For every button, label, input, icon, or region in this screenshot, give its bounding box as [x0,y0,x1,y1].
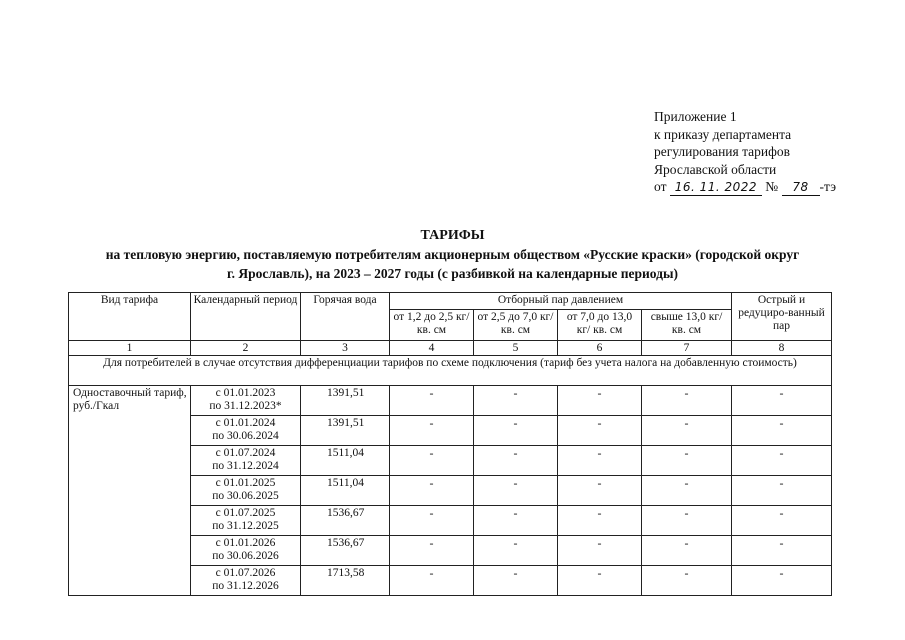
empty-value: - [390,506,474,536]
empty-value: - [474,476,558,506]
header-steam-group: Отборный пар давлением [390,293,732,310]
column-number: 3 [301,341,390,356]
period-to: по 31.12.2024 [212,460,279,472]
title-main: ТАРИФЫ [420,228,485,243]
empty-value: - [558,386,642,416]
empty-value: - [558,536,642,566]
period-from: с 01.07.2025 [215,507,276,519]
appendix-line: регулирования тарифов [654,144,791,159]
header-row [69,293,832,310]
empty-value: - [642,566,732,596]
period-from: с 01.01.2025 [215,477,276,489]
empty-value: - [642,416,732,446]
order-date: 16. 11. 2022 [670,180,762,196]
period-cell [191,416,301,446]
header-steam-col: от 2,5 до 7,0 кг/ кв. см [474,310,558,341]
header-sharp-steam: Острый и редуциро-ванный пар [732,293,832,341]
order-number: 78 [782,180,820,196]
empty-value: - [390,386,474,416]
tariff-table [68,292,832,596]
empty-value: - [558,416,642,446]
hot-water-value: 1511,04 [301,446,390,476]
hot-water-value: 1536,67 [301,506,390,536]
empty-value: - [732,416,832,446]
empty-value: - [474,386,558,416]
number-sign: № [765,179,779,194]
period-cell [191,386,301,416]
appendix-line: Приложение 1 [654,109,737,124]
period-to: по 30.06.2024 [212,430,279,442]
empty-value: - [642,476,732,506]
empty-value: - [732,476,832,506]
column-number: 6 [558,341,642,356]
title-line-1: на тепловую энергию, поставляемую потребителям акционерным обществом «Русские краски» (городской округ [105,247,800,262]
column-number: 5 [474,341,558,356]
empty-value: - [732,536,832,566]
table-row [69,386,832,416]
header-steam-col: от 7,0 до 13,0 кг/ кв. см [558,310,642,341]
consumer-note: Для потребителей в случае отсутствия дифференциации тарифов по схеме подключения (тариф без учета налога на добавленную стоимость) [69,356,832,386]
empty-value: - [558,446,642,476]
empty-value: - [474,416,558,446]
empty-value: - [732,446,832,476]
column-number-row [69,341,832,356]
header-steam-col: от 1,2 до 2,5 кг/ кв. см [390,310,474,341]
column-number: 7 [642,341,732,356]
document-title [40,227,865,282]
header-steam-col: свыше 13,0 кг/ кв. см [642,310,732,341]
period-to: по 31.12.2023* [209,400,282,412]
empty-value: - [474,506,558,536]
empty-value: - [732,386,832,416]
empty-value: - [732,566,832,596]
header-hot-water: Горячая вода [301,293,390,341]
period-cell [191,476,301,506]
empty-value: - [732,506,832,536]
hot-water-value: 1713,58 [301,566,390,596]
column-number: 2 [191,341,301,356]
empty-value: - [390,416,474,446]
appendix-line: Ярославской области [654,161,777,177]
date-prefix: от [654,179,667,194]
empty-value: - [474,566,558,596]
period-cell [191,446,301,476]
empty-value: - [642,386,732,416]
empty-value: - [390,476,474,506]
column-number: 1 [69,341,191,356]
period-to: по 30.06.2026 [212,550,279,562]
empty-value: - [642,536,732,566]
header-tariff-type: Вид тарифа [69,293,191,341]
period-to: по 31.12.2026 [212,580,279,592]
empty-value: - [474,536,558,566]
empty-value: - [558,476,642,506]
period-cell [191,506,301,536]
hot-water-value: 1511,04 [301,476,390,506]
empty-value: - [642,446,732,476]
period-cell [191,566,301,596]
header-period: Календарный период [191,293,301,341]
appendix-line: к приказу департамента [654,126,792,142]
period-to: по 31.12.2025 [212,520,279,532]
note-row [69,356,832,386]
hot-water-value: 1391,51 [301,386,390,416]
column-number: 4 [390,341,474,356]
empty-value: - [390,446,474,476]
period-cell [191,536,301,566]
title-line-2: г. Ярославль), на 2023 – 2027 годы (с разбивкой на календарные периоды) [226,265,679,281]
column-number: 8 [732,341,832,356]
empty-value: - [390,566,474,596]
period-from: с 01.01.2024 [215,417,276,429]
tariff-label: Одноставочный тариф, руб./Гкал [69,386,191,596]
empty-value: - [558,566,642,596]
period-from: с 01.07.2026 [215,567,276,579]
appendix-block [654,108,836,196]
empty-value: - [474,446,558,476]
number-suffix: -тэ [819,179,837,194]
period-to: по 30.06.2025 [212,490,279,502]
period-from: с 01.01.2023 [215,387,276,399]
empty-value: - [390,536,474,566]
period-from: с 01.07.2024 [215,447,276,459]
hot-water-value: 1536,67 [301,536,390,566]
empty-value: - [558,506,642,536]
hot-water-value: 1391,51 [301,416,390,446]
empty-value: - [642,506,732,536]
order-date-line [654,178,836,196]
period-from: с 01.01.2026 [215,537,276,549]
